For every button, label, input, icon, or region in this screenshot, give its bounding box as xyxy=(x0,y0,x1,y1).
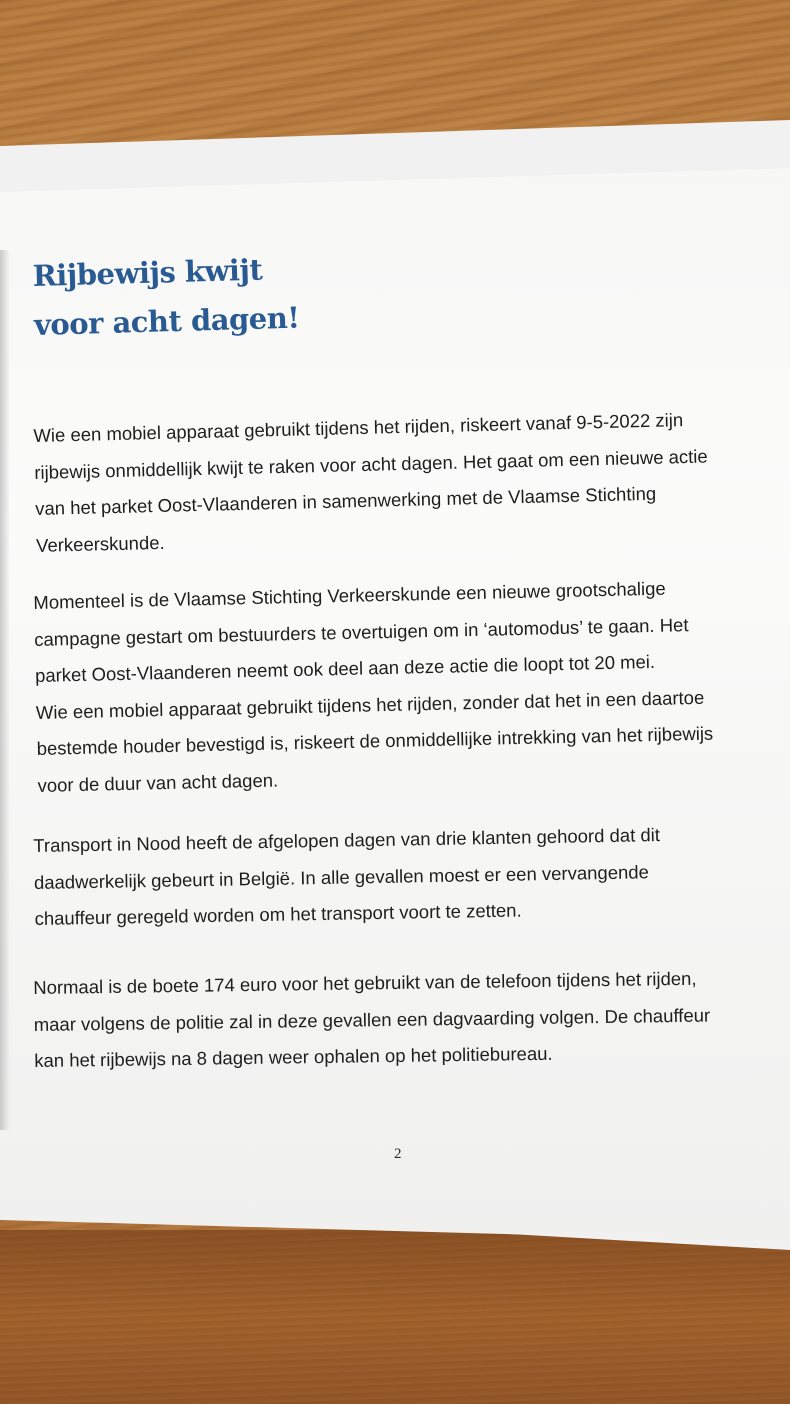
text-line: daadwerkelijk gebeurt in België. In alle gevallen moest er een vervangende xyxy=(33,860,650,893)
article-title xyxy=(32,242,395,350)
paragraph-1 xyxy=(33,399,790,564)
text-line: Wie een mobiel apparaat gebruikt tijdens het rijden, zonder dat het in een daartoe xyxy=(35,686,705,723)
text-line: parket Oost-Vlaanderen neemt ook deel aan deze actie die loopt tot 20 mei. xyxy=(34,650,656,686)
wooden-table xyxy=(0,1230,790,1404)
text-line: Transport in Nood heeft de afgelopen dagen van drie klanten gehoord dat dit xyxy=(33,824,661,856)
text-line: Momenteel is de Vlaamse Stichting Verkeerskunde een nieuwe grootschalige xyxy=(33,577,666,613)
paragraph-4 xyxy=(33,959,790,1079)
text-line: Verkeerskunde. xyxy=(35,531,165,556)
text-line: Wie een mobiel apparaat gebruikt tijdens het rijden, riskeert vanaf 9-5-2022 zijn xyxy=(33,409,684,446)
page-number: 2 xyxy=(394,1146,402,1162)
text-line: kan het rijbewijs na 8 dagen weer ophalen op het politiebureau. xyxy=(34,1042,553,1071)
text-line: campagne gestart om bestuurders te overtuigen om in ‘automodus’ te gaan. Het xyxy=(33,613,689,650)
paragraph-3 xyxy=(33,815,790,938)
text-line: rijbewijs onmiddellijk kwijt te raken voor acht dagen. Het gaat om een nieuwe actie xyxy=(34,445,708,483)
text-line: chauffeur geregeld worden om het transport voort te zetten. xyxy=(34,899,522,929)
paragraph-2 xyxy=(33,568,790,804)
text-line: maar volgens de politie zal in deze gevallen een dagvaarding volgen. De chauffeur xyxy=(33,1004,711,1035)
text-line: Normaal is de boete 174 euro voor het gebruikt van de telefoon tijdens het rijden, xyxy=(33,967,697,998)
title-line: voor acht dagen! xyxy=(33,300,300,342)
title-line: Rijbewijs kwijt xyxy=(32,252,263,293)
text-line: van het parket Oost-Vlaanderen in samenwerking met de Vlaamse Stichting xyxy=(34,482,657,519)
text-line: voor de duur van acht dagen. xyxy=(37,768,279,796)
text-line: bestemde houder bevestigd is, riskeert de onmiddellijke intrekking van het rijbewijs xyxy=(36,722,714,759)
